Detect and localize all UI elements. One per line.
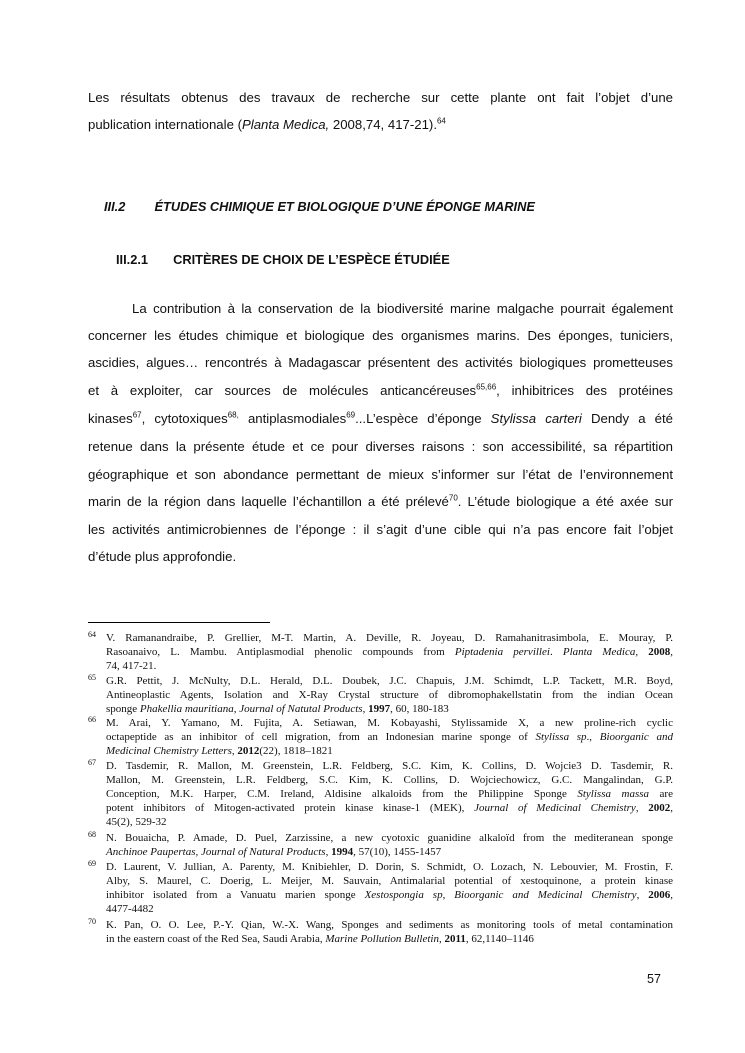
footnote-italic: Journal of Natutal Products bbox=[239, 703, 363, 715]
footnote-text: in the eastern coast of the Red Sea, Saudi Arabia, bbox=[106, 933, 326, 945]
footnote-italic: Piptadenia pervillei bbox=[454, 646, 550, 658]
footnote-text bbox=[638, 646, 648, 658]
footnote-text: , 57(10), 1455-1457 bbox=[353, 846, 442, 858]
footnote-text: , bbox=[670, 802, 674, 814]
footnote-number: 69 bbox=[88, 859, 96, 868]
footnote-text: , bbox=[233, 703, 240, 715]
footnote-separator bbox=[88, 622, 270, 623]
footnote-text: 45(2), 529-32 bbox=[106, 816, 167, 828]
footnote-text: , 62,1140–1146 bbox=[465, 933, 534, 945]
footnote-italic: Phakellia mauritiana bbox=[139, 703, 234, 715]
paragraph-line bbox=[88, 439, 673, 455]
footnote-year: 1997 bbox=[368, 703, 391, 715]
footnote-text: G.R. Pettit, J. McNulty, D.L. Herald, D.L. Doubek, J.C. Chapuis, J.M. Schimdt, L.P. Tackett, M.R. Boyd, bbox=[106, 675, 673, 687]
footnote-number: 65 bbox=[88, 673, 96, 682]
footnote-text: V. Ramanandraibe, P. Grellier, M-T. Martin, A. Deville, R. Joyeau, D. Ramahanitrasimbola, E. Mouray, P. bbox=[106, 632, 673, 644]
paragraph-line bbox=[88, 522, 673, 538]
footnote-64 bbox=[88, 631, 673, 673]
footnote-italic: Bioorganic and Medicinal Chemistry bbox=[454, 889, 637, 901]
intro-text: 2008,74, 417-21). bbox=[329, 117, 437, 132]
footnote-year: 2008 bbox=[648, 646, 671, 658]
footnote-italic: Xestospongia sp bbox=[364, 889, 443, 901]
footnote-ref[interactable]: 67 bbox=[132, 410, 142, 420]
footnote-number: 68 bbox=[88, 830, 96, 839]
page-number: 57 bbox=[647, 972, 661, 986]
footnote-year: 2012 bbox=[237, 745, 260, 757]
paragraph-line bbox=[88, 549, 673, 565]
section-heading bbox=[104, 199, 535, 214]
paragraph-line bbox=[88, 355, 673, 371]
intro-line-2 bbox=[88, 117, 673, 133]
footnote-text: are bbox=[649, 788, 673, 800]
footnote-ref[interactable]: 69 bbox=[346, 410, 356, 420]
footnote-italic: Medicinal Chemistry Letters bbox=[106, 745, 232, 757]
footnote-italic: Marine Pollution Bulletin bbox=[325, 933, 439, 945]
footnote-text: Conception, M.K. Harper, C.M. Ireland, Aldisine alkaloids from the Philippine Sponge bbox=[106, 788, 578, 800]
footnote-text: , bbox=[325, 846, 332, 858]
footnote-text: , bbox=[231, 745, 238, 757]
intro-text: publication internationale ( bbox=[88, 117, 242, 132]
paragraph-text: La contribution à la conservation de la biodiversité marine malgache pourrait également bbox=[132, 301, 673, 316]
footnote-number: 66 bbox=[88, 715, 96, 724]
paragraph-text: ascidies, algues… rencontrés à Madagascar présentent des activités biologiques prometteuses bbox=[88, 355, 673, 370]
paragraph-line bbox=[132, 301, 673, 317]
footnote-text: ., bbox=[586, 731, 600, 743]
footnote-text: . bbox=[549, 646, 563, 658]
footnote-text: potent inhibitors of Mitogen-activated protein kinase kinase-1 (MEK), bbox=[106, 802, 475, 814]
paragraph-line bbox=[88, 383, 673, 399]
paragraph-text: . L’étude biologique a été axée sur bbox=[457, 494, 673, 509]
footnote-number: 67 bbox=[88, 758, 96, 767]
paragraph-text: Dendy a été bbox=[581, 411, 674, 426]
section-number: III.2 bbox=[104, 199, 126, 214]
paragraph-text: les activités antimicrobiennes de l’éponge : il s’agit d’une cible qui n’a pas encore fait l’objet bbox=[88, 522, 673, 537]
footnote-text: , bbox=[438, 933, 445, 945]
paragraph-text: , cytotoxiques bbox=[141, 411, 228, 426]
footnote-text: Alby, S. Maurel, C. Doerig, L. Meijer, M. Sauvain, Antimalarial potential of xestoquinone, a protein kinase bbox=[106, 875, 673, 887]
footnote-number: 70 bbox=[88, 917, 96, 926]
footnote-ref[interactable]: 68, bbox=[227, 410, 239, 420]
paragraph-text: d’étude plus approfondie. bbox=[88, 549, 237, 564]
footnote-66 bbox=[88, 716, 673, 758]
paragraph-text: , inhibitrices des protéines bbox=[496, 383, 673, 398]
subsection-number: III.2.1 bbox=[116, 252, 149, 267]
intro-text: Les résultats obtenus des travaux de recherche sur cette plante ont fait l’objet d’une bbox=[88, 90, 673, 105]
footnote-65 bbox=[88, 674, 673, 716]
footnote-italic: Bioorganic and bbox=[599, 731, 673, 743]
footnote-text: , bbox=[635, 802, 649, 814]
footnote-text: , bbox=[670, 889, 674, 901]
footnote-italic: Stylissa massa bbox=[577, 788, 650, 800]
paragraph-text: antiplasmodiales bbox=[238, 411, 347, 426]
paragraph-text: géographique et son abondance permettant de mieux s’informer sur l’état de l’environnement bbox=[88, 467, 673, 482]
footnote-text: Antineoplastic Agents, Isolation and X-Ray Crystal structure of dibromophakellstatin from the indian Ocean bbox=[106, 689, 673, 701]
species-name: Stylissa carteri bbox=[490, 411, 582, 426]
paragraph-text: et à exploiter, car sources de molécules anticancéreuses bbox=[88, 383, 477, 398]
footnote-italic: Anchinoe Paupertas, Journal of Natural Products bbox=[106, 846, 326, 858]
paragraph-line bbox=[88, 467, 673, 483]
footnote-text: 4477-4482 bbox=[106, 903, 154, 915]
footnote-70 bbox=[88, 918, 673, 946]
paragraph-text: kinases bbox=[88, 411, 133, 426]
footnote-text: , bbox=[442, 889, 455, 901]
footnote-text: , 60, 180-183 bbox=[390, 703, 449, 715]
subsection-heading bbox=[116, 252, 450, 267]
paragraph-text: retenue dans la présente étude et ce pour diverses raisons : son accessibilité, sa répartition bbox=[88, 439, 673, 454]
footnote-italic: Journal of Medicinal Chemistry bbox=[474, 802, 636, 814]
footnote-text: , bbox=[636, 889, 649, 901]
footnote-italic: Planta Medica, bbox=[562, 646, 639, 658]
footnote-year: 2011 bbox=[444, 933, 466, 945]
paragraph-line bbox=[88, 328, 673, 344]
paragraph-text: concerner les études chimique et biologique des organismes marins. Des éponges, tuniciers, bbox=[88, 328, 673, 343]
footnote-text: Rasoanaivo, L. Mambu. Antiplasmodial phenolic compounds from bbox=[106, 646, 455, 658]
footnote-ref[interactable]: 65,66 bbox=[476, 382, 497, 392]
footnote-text: D. Tasdemir, R. Mallon, M. Greenstein, L.R. Feldberg, S.C. Kim, K. Collins, D. Wojcie3 D. Tasdemir, R. bbox=[106, 760, 673, 772]
paragraph-line bbox=[88, 411, 673, 427]
footnote-ref[interactable]: 70 bbox=[448, 493, 458, 503]
journal-name: Planta Medica, bbox=[241, 117, 330, 132]
footnote-year: 2006 bbox=[648, 889, 671, 901]
footnote-text: octapeptide as an inhibitor of cell migration, from an Indonesian marine sponge of bbox=[106, 731, 536, 743]
paragraph-text: ...L’espèce d’éponge bbox=[355, 411, 491, 426]
section-title: ÉTUDES CHIMIQUE ET BIOLOGIQUE D’UNE ÉPONGE MARINE bbox=[154, 199, 535, 214]
footnote-68 bbox=[88, 831, 673, 859]
footnote-67 bbox=[88, 759, 673, 829]
footnote-number: 64 bbox=[88, 630, 96, 639]
footnote-text: M. Arai, Y. Yamano, M. Fujita, A. Setiawan, M. Kobayashi, Stylissamide X, a new proline-rich cyclic bbox=[106, 717, 673, 729]
footnote-69 bbox=[88, 860, 673, 916]
footnote-year: 2002 bbox=[648, 802, 671, 814]
footnote-text: (22), 1818–1821 bbox=[259, 745, 333, 757]
footnote-text: 74, 417-21. bbox=[106, 660, 157, 672]
footnote-text: inhibitor isolated from a Vanuatu marien sponge bbox=[106, 889, 365, 901]
paragraph-text: marin de la région dans laquelle l’échantillon a été prélevé bbox=[88, 494, 449, 509]
footnote-text: , bbox=[362, 703, 369, 715]
paragraph-line bbox=[88, 494, 673, 510]
footnote-text: , bbox=[670, 646, 674, 658]
footnote-italic: Stylissa sp bbox=[535, 731, 587, 743]
footnote-text: D. Laurent, V. Jullian, A. Parenty, M. Knibiehler, D. Dorin, S. Schmidt, O. Lozach, N. Lebouvier, M. Frostin, F. bbox=[106, 861, 673, 873]
footnote-text: K. Pan, O. O. Lee, P.-Y. Qian, W.-X. Wang, Sponges and sediments as monitoring tools of metal contamination bbox=[106, 919, 673, 931]
footnote-year: 1994 bbox=[331, 846, 354, 858]
footnote-text: sponge bbox=[106, 703, 140, 715]
footnote-text: N. Bouaicha, P. Amade, D. Puel, Zarzissine, a new cyotoxic guanidine alkaloïd from the mediteranean sponge bbox=[106, 832, 673, 844]
intro-line-1 bbox=[88, 90, 673, 106]
footnote-ref[interactable]: 64 bbox=[436, 116, 446, 126]
subsection-title: CRITÈRES DE CHOIX DE L’ESPÈCE ÉTUDIÉE bbox=[173, 252, 450, 267]
footnote-text: Mallon, M. Greenstein, L.R. Feldberg, S.C. Kim, K. Collins, D. Wojciechowicz, G.C. Mangalindan, G.P. bbox=[106, 774, 673, 786]
